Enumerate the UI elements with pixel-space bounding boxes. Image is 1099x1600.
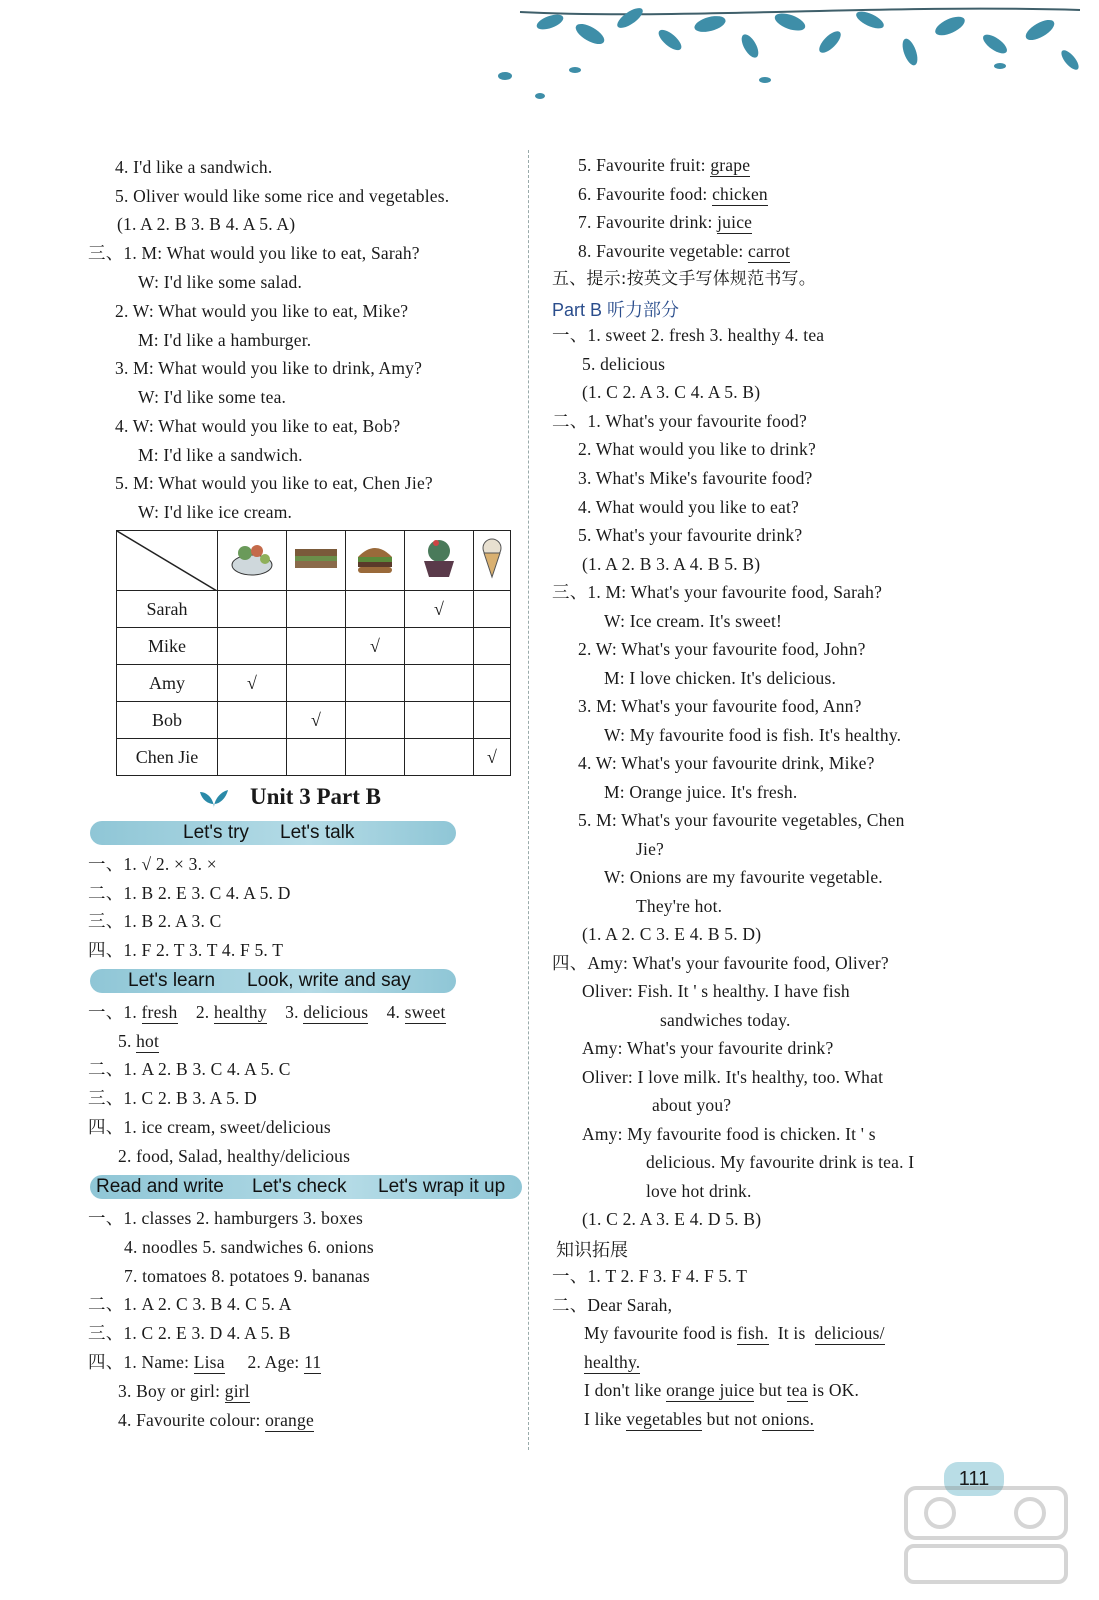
- sec2-line-1: 二、1. A 2. B 3. C 4. A 5. C: [88, 1059, 291, 1079]
- left-line-11: M: I'd like a sandwich.: [138, 445, 303, 465]
- right-line-16: 4. W: What's your favourite drink, Mike?: [578, 753, 875, 773]
- table-cell: [346, 591, 405, 628]
- right-form-3: 7. Favourite drink: juice: [578, 212, 753, 232]
- knowledge-extension-heading: 知识拓展: [556, 1240, 628, 1260]
- right-line-14: 3. M: What's your favourite food, Ann?: [578, 696, 862, 716]
- left-line-8: 3. M: What would you like to drink, Amy?: [115, 358, 423, 378]
- table-cell: [405, 702, 474, 739]
- form-line-2: 3. Boy or girl: girl: [118, 1381, 250, 1401]
- right-line-32: (1. C 2. A 3. E 4. D 5. B): [582, 1209, 762, 1229]
- row-name: Chen Jie: [117, 739, 218, 776]
- sec1-line-1: 一、1. √ 2. × 3. ×: [88, 854, 217, 874]
- right-line-29: Amy: My favourite food is chicken. It ' s: [582, 1124, 876, 1144]
- right-line-10: 三、1. M: What's your favourite food, Sarah?: [552, 582, 883, 602]
- table-cell: √: [474, 739, 511, 776]
- row-name: Amy: [117, 665, 218, 702]
- table-cell: [287, 739, 346, 776]
- right-line-1: 一、1. sweet 2. fresh 3. healthy 4. tea: [552, 325, 825, 345]
- section-banner-1: [90, 821, 456, 845]
- section-banner-2: [90, 969, 456, 993]
- right-line-17: M: Orange juice. It's fresh.: [604, 782, 798, 802]
- right-line-12: 2. W: What's your favourite food, John?: [578, 639, 866, 659]
- right-line-18: 5. M: What's your favourite vegetables, Chen: [578, 810, 905, 830]
- right-line-28: about you?: [652, 1095, 732, 1115]
- banner-label: Read and write: [96, 1176, 224, 1197]
- section-banner-3: [90, 1175, 522, 1199]
- table-corner: [117, 531, 218, 591]
- right-line-2: 5. delicious: [582, 354, 666, 374]
- left-line-9: W: I'd like some tea.: [138, 387, 287, 407]
- letter-line-2: healthy.: [584, 1352, 641, 1372]
- table-cell: √: [287, 702, 346, 739]
- table-cell: [287, 628, 346, 665]
- right-line-6: 3. What's Mike's favourite food?: [578, 468, 813, 488]
- sec2-words-line-2: 5. hot: [118, 1031, 160, 1051]
- sec2-line-2: 三、1. C 2. B 3. A 5. D: [88, 1088, 258, 1108]
- right-line-15: W: My favourite food is fish. It's healthy.: [604, 725, 902, 745]
- tail-line-1: 一、1. T 2. F 3. F 4. F 5. T: [552, 1266, 748, 1286]
- table-cell: [287, 591, 346, 628]
- table-cell: [405, 665, 474, 702]
- table-row: [117, 591, 511, 628]
- sandwich-icon: [287, 531, 346, 591]
- hamburger-icon: [346, 531, 405, 591]
- letter-line-4: I like vegetables but not onions.: [584, 1409, 815, 1429]
- page-number: 111: [944, 1462, 1004, 1496]
- unit-title: Unit 3 Part B: [250, 784, 381, 809]
- sec3-line-1: 一、1. classes 2. hamburgers 3. boxes: [88, 1208, 363, 1228]
- row-name: Mike: [117, 628, 218, 665]
- table-cell: [346, 665, 405, 702]
- column-divider: [528, 150, 529, 1450]
- right-line-26: Amy: What's your favourite drink?: [582, 1038, 834, 1058]
- left-line-2: 5. Oliver would like some rice and vegetables.: [115, 186, 450, 206]
- sec2-line-4: 2. food, Salad, healthy/delicious: [118, 1146, 351, 1166]
- table-cell: √: [218, 665, 287, 702]
- salad-icon: [218, 531, 287, 591]
- right-line-23: 四、Amy: What's your favourite food, Oliver?: [552, 953, 889, 973]
- hint-line: 五、提示:按英文手写体规范书写。: [552, 269, 816, 289]
- table-cell: [474, 702, 511, 739]
- right-line-7: 4. What would you like to eat?: [578, 497, 799, 517]
- right-line-25: sandwiches today.: [660, 1010, 791, 1030]
- ice-cream-icon: [474, 531, 511, 591]
- table-cell: [346, 702, 405, 739]
- letter-line-1: My favourite food is fish. It is delicious/: [584, 1323, 885, 1343]
- right-form-2: 6. Favourite food: chicken: [578, 184, 768, 204]
- sec3-line-2: 4. noodles 5. sandwiches 6. onions: [124, 1237, 374, 1257]
- right-line-30: delicious. My favourite drink is tea. I: [646, 1152, 915, 1172]
- sec2-words-line: 一、1. fresh 2. healthy 3. delicious 4. sweet: [88, 1002, 446, 1022]
- table-cell: [405, 628, 474, 665]
- left-line-7: M: I'd like a hamburger.: [138, 330, 312, 350]
- watermark-logo: [900, 1480, 1080, 1590]
- right-line-20: W: Onions are my favourite vegetable.: [604, 867, 883, 887]
- table-row: [117, 665, 511, 702]
- left-line-10: 4. W: What would you like to eat, Bob?: [115, 416, 401, 436]
- table-cell: [405, 739, 474, 776]
- table-cell: [346, 739, 405, 776]
- row-name: Bob: [117, 702, 218, 739]
- answer-table: [116, 530, 511, 776]
- sprout-icon: [198, 786, 230, 810]
- tail-line-2: 二、Dear Sarah,: [552, 1295, 673, 1315]
- cake-icon: [405, 531, 474, 591]
- left-line-1: 4. I'd like a sandwich.: [115, 157, 273, 177]
- table-row: [117, 702, 511, 739]
- right-line-3: (1. C 2. A 3. C 4. A 5. B): [582, 382, 761, 402]
- sec1-line-2: 二、1. B 2. E 3. C 4. A 5. D: [88, 883, 291, 903]
- table-cell: [474, 628, 511, 665]
- banner-label: Let's talk: [280, 822, 355, 843]
- right-line-27: Oliver: I love milk. It's healthy, too. What: [582, 1067, 884, 1087]
- table-cell: [218, 591, 287, 628]
- letter-line-3: I don't like orange juice but tea is OK.: [584, 1380, 860, 1400]
- left-line-3: (1. A 2. B 3. B 4. A 5. A): [117, 214, 296, 234]
- sec1-line-4: 四、1. F 2. T 3. T 4. F 5. T: [88, 940, 284, 960]
- banner-label: Let's try: [183, 822, 249, 843]
- sec3-line-5: 三、1. C 2. E 3. D 4. A 5. B: [88, 1323, 291, 1343]
- table-row: [117, 739, 511, 776]
- right-line-13: M: I love chicken. It's delicious.: [604, 668, 837, 688]
- right-line-4: 二、1. What's your favourite food?: [552, 411, 807, 431]
- right-line-31: love hot drink.: [646, 1181, 752, 1201]
- right-form-1: 5. Favourite fruit: grape: [578, 155, 751, 175]
- form-line-3: 4. Favourite colour: orange: [118, 1410, 314, 1430]
- table-cell: [218, 628, 287, 665]
- table-cell: [474, 591, 511, 628]
- banner-label: Look, write and say: [247, 970, 411, 991]
- right-line-22: (1. A 2. C 3. E 4. B 5. D): [582, 924, 762, 944]
- right-line-9: (1. A 2. B 3. A 4. B 5. B): [582, 554, 761, 574]
- table-cell: √: [346, 628, 405, 665]
- table-cell: √: [405, 591, 474, 628]
- right-line-24: Oliver: Fish. It ' s healthy. I have fish: [582, 981, 850, 1001]
- left-line-6: 2. W: What would you like to eat, Mike?: [115, 301, 409, 321]
- left-line-5: W: I'd like some salad.: [138, 272, 303, 292]
- right-line-21: They're hot.: [636, 896, 723, 916]
- sec3-line-4: 二、1. A 2. C 3. B 4. C 5. A: [88, 1294, 292, 1314]
- table-cell: [287, 665, 346, 702]
- banner-label: Let's wrap it up: [378, 1176, 506, 1197]
- right-form-4: 8. Favourite vegetable: carrot: [578, 241, 791, 261]
- left-line-12: 5. M: What would you like to eat, Chen Jie?: [115, 473, 433, 493]
- sec1-line-3: 三、1. B 2. A 3. C: [88, 911, 222, 931]
- left-line-4: 三、1. M: What would you like to eat, Sarah?: [88, 243, 420, 263]
- table-cell: [474, 665, 511, 702]
- leaf-branch-decoration: [480, 0, 1099, 110]
- banner-label: Let's check: [252, 1176, 347, 1197]
- table-cell: [218, 702, 287, 739]
- right-line-11: W: Ice cream. It's sweet!: [604, 611, 783, 631]
- right-line-19: Jie?: [636, 839, 665, 859]
- row-name: Sarah: [117, 591, 218, 628]
- table-row: [117, 628, 511, 665]
- left-line-13: W: I'd like ice cream.: [138, 502, 293, 522]
- table-cell: [218, 739, 287, 776]
- sec2-line-3: 四、1. ice cream, sweet/delicious: [88, 1117, 331, 1137]
- banner-label: Let's learn: [128, 970, 216, 991]
- form-line-1: 四、1. Name: Lisa 2. Age: 11: [88, 1352, 322, 1372]
- right-line-5: 2. What would you like to drink?: [578, 439, 816, 459]
- part-b-heading: Part B 听力部分: [552, 300, 680, 320]
- right-line-8: 5. What's your favourite drink?: [578, 525, 803, 545]
- sec3-line-3: 7. tomatoes 8. potatoes 9. bananas: [124, 1266, 370, 1286]
